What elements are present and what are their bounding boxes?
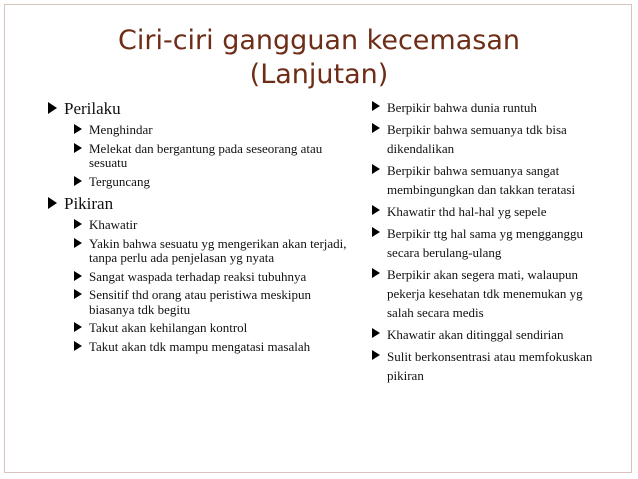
arrow-bullet-icon [372,328,382,338]
list-item-text: Yakin bahwa sesuatu yg mengerikan akan terjadi, tanpa perlu ada penjelasan yg nyata [89,235,347,265]
list-item-text: Melekat dan bergantung pada seseorang atau sesuatu [89,140,323,170]
list-item-text: Berpikir bahwa semuanya sangat membingungkan dan takkan teratasi [387,163,576,197]
arrow-bullet-icon [372,350,382,360]
list-item [372,265,612,322]
list-item-text: Menghindar [89,122,153,137]
arrow-bullet-icon [74,238,84,248]
list-item-text: Berpikir bahwa semuanya tdk bisa dikendalikan [387,122,567,156]
list-item [74,288,348,317]
right-column [372,98,612,388]
arrow-bullet-icon [74,271,84,281]
list-item [74,340,348,355]
section-label: Perilaku [64,99,121,118]
list-item [74,270,348,285]
sub-bullet-list [74,218,348,354]
list-item-text: Sangat waspada terhadap reaksi tubuhnya [89,268,307,284]
slide-title [60,24,578,92]
arrow-bullet-icon [372,101,382,111]
list-item-text: Berpikir ttg hal sama yg mengganggu secara berulang-ulang [387,226,584,260]
list-item [372,224,612,262]
arrow-bullet-icon [372,227,382,237]
arrow-bullet-icon [372,205,382,215]
list-item-text: Berpikir bahwa dunia runtuh [387,100,537,115]
left-column [48,98,348,358]
section-label: Pikiran [64,194,114,213]
arrow-bullet-icon [74,219,84,229]
arrow-bullet-icon [74,322,84,332]
list-item [74,142,348,171]
section-pikiran [48,193,348,354]
right-bullet-list [372,98,612,385]
arrow-bullet-icon [48,102,58,112]
list-item-text: Khawatir thd hal-hal yg sepele [387,204,547,219]
list-item [372,325,612,344]
title-line-1: Ciri-ciri gangguan kecemasan [118,25,520,56]
list-item-text: Khawatir [89,217,138,232]
list-item [74,218,348,233]
arrow-bullet-icon [74,124,84,134]
list-item-text: Sensitif thd orang atau peristiwa meskipun biasanya tdk begitu [89,287,312,317]
list-item [74,123,348,138]
section-perilaku [48,98,348,189]
arrow-bullet-icon [74,289,84,299]
arrow-bullet-icon [74,176,84,186]
list-item [372,347,612,385]
list-item-text: Terguncang [89,173,150,189]
arrow-bullet-icon [372,268,382,278]
list-item [372,161,612,199]
list-item [74,321,348,336]
list-item [74,237,348,266]
left-bullet-list [48,98,348,354]
list-item [74,175,348,190]
list-item [372,98,612,117]
list-item-text: Takut akan kehilangan kontrol [89,320,248,335]
arrow-bullet-icon [372,164,382,174]
title-line-2: (Lanjutan) [249,59,389,90]
list-item-text: Takut akan tdk mampu mengatasi masalah [89,338,311,354]
list-item-text: Berpikir akan segera mati, walaupun pekerja kesehatan tdk menemukan yg salah secara medis [387,267,583,320]
sub-bullet-list [74,123,348,189]
list-item-text: Khawatir akan ditinggal sendirian [387,327,564,342]
arrow-bullet-icon [372,123,382,133]
list-item [372,202,612,221]
list-item-text: Sulit berkonsentrasi atau memfokuskan pikiran [387,349,593,383]
arrow-bullet-icon [48,197,58,207]
list-item [372,120,612,158]
arrow-bullet-icon [74,143,84,153]
arrow-bullet-icon [74,341,84,351]
